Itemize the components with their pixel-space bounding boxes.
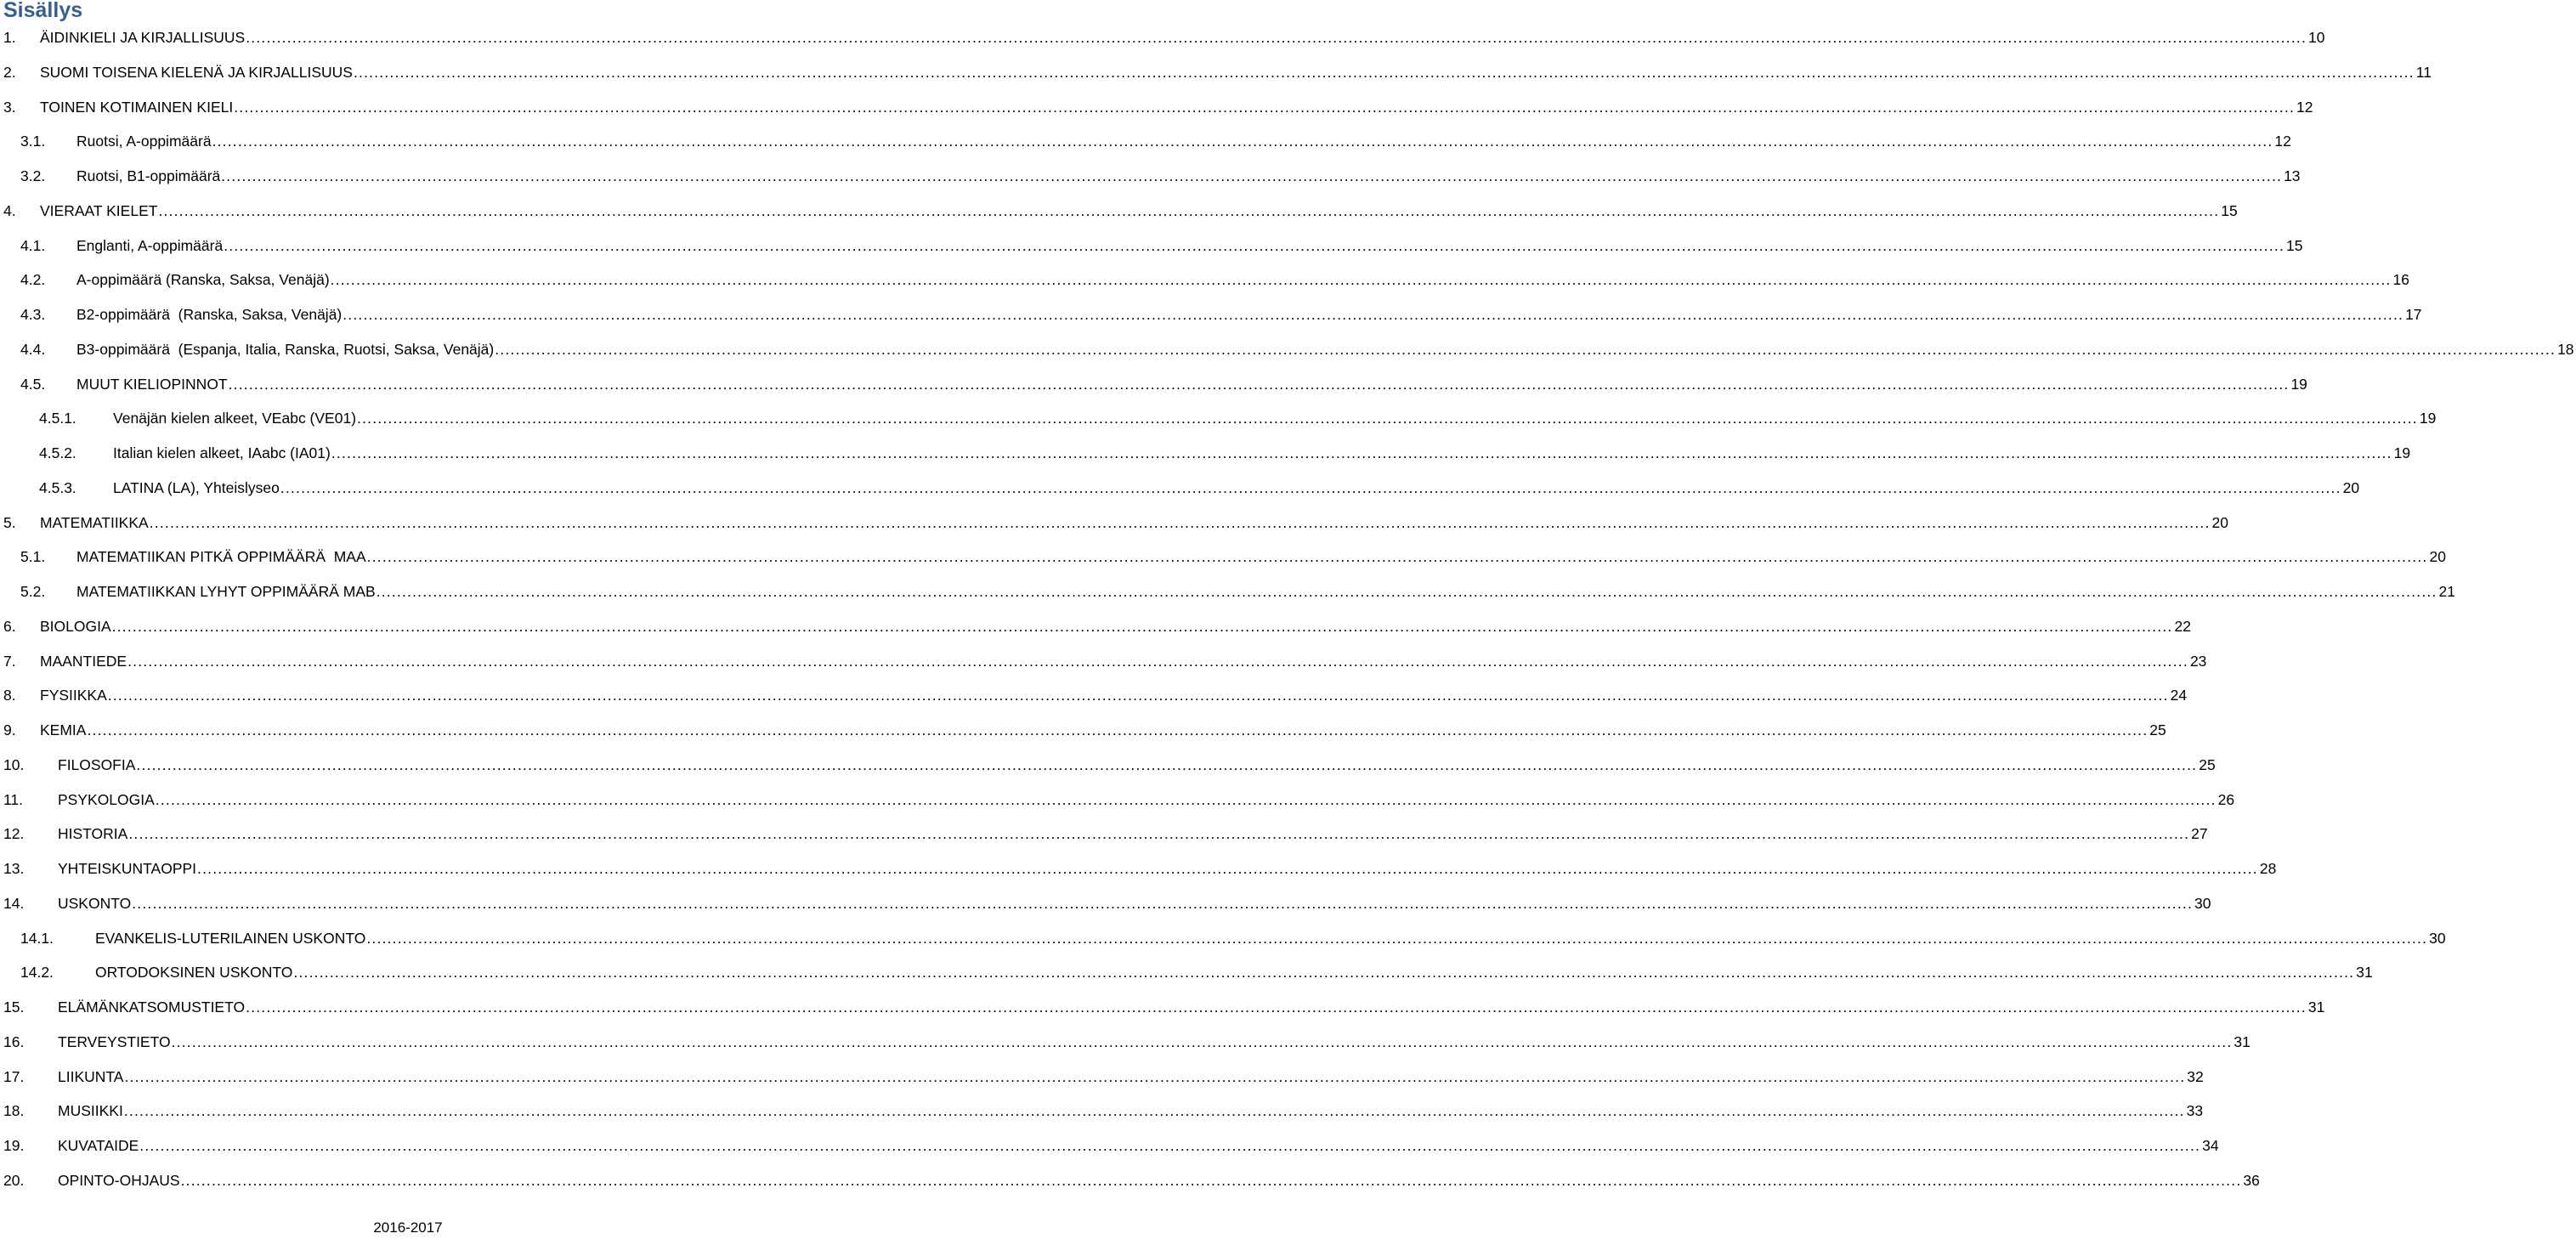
toc-entry-number: 17. (3, 1067, 25, 1085)
toc-dot-leader: ................................................................................................................................................................................................................................................................................................................................................................................................................ (180, 1171, 2242, 1189)
toc-entry-number: 20. (3, 1171, 25, 1189)
toc-dot-leader: ................................................................................................................................................................................................................................................................................................................................................................................................................ (124, 1067, 2186, 1085)
toc-entry[interactable] (0, 678, 2188, 713)
toc-entry[interactable] (0, 367, 2307, 402)
toc-entry-title: TOINEN KOTIMAINEN KIELI (40, 98, 234, 116)
toc-dot-leader: ................................................................................................................................................................................................................................................................................................................................................................................................................ (221, 167, 2283, 184)
toc-entry-number: 3.2. (20, 167, 46, 184)
toc-entry-number: 4.5.2. (39, 444, 76, 461)
toc-dot-leader: ................................................................................................................................................................................................................................................................................................................................................................................................................ (293, 964, 2355, 982)
toc-dot-leader: ................................................................................................................................................................................................................................................................................................................................................................................................................ (111, 617, 2173, 635)
toc-entry-title: YHTEISKUNTAOPPI (58, 860, 197, 877)
toc-dot-leader: ................................................................................................................................................................................................................................................................................................................................................................................................................ (224, 236, 2285, 254)
toc-entry-page: 25 (2199, 755, 2216, 773)
toc-entry-title: EVANKELIS-LUTERILAINEN USKONTO (95, 929, 366, 947)
toc-entry-title: MATEMATIIKKA (40, 513, 149, 531)
toc-entry-page: 18 (2557, 340, 2574, 358)
toc-entry-number: 10. (3, 755, 25, 773)
toc-entry-page: 13 (2284, 167, 2301, 184)
toc-dot-leader: ................................................................................................................................................................................................................................................................................................................................................................................................................ (343, 306, 2404, 323)
toc-entry[interactable] (0, 817, 2208, 851)
toc-entry-number: 4.5. (20, 375, 46, 393)
toc-entry-number: 12. (3, 825, 25, 843)
toc-entry-title: LATINA (LA), Yhteislyseo (113, 478, 280, 496)
toc-entry-number: 4.3. (20, 306, 46, 323)
toc-entry-title: LIIKUNTA (58, 1067, 124, 1085)
toc-entry-page: 12 (2274, 133, 2291, 150)
toc-entry-title: MATEMATIIKKAN LYHYT OPPIMÄÄRÄ MAB (76, 583, 376, 600)
toc-entry-page: 33 (2186, 1102, 2204, 1120)
toc-entry-title: USKONTO (58, 894, 132, 912)
toc-entry[interactable] (0, 229, 2303, 263)
toc-entry[interactable] (0, 1025, 2250, 1060)
toc-entry-number: 4.4. (20, 340, 46, 358)
toc-entry-title: OPINTO-OHJAUS (58, 1171, 180, 1189)
toc-entry[interactable] (0, 401, 2437, 436)
toc-entry[interactable] (0, 713, 2166, 748)
toc-entry-number: 6. (3, 617, 16, 635)
toc-entry-page: 28 (2259, 860, 2277, 877)
toc-entry-number: 18. (3, 1102, 25, 1120)
toc-entry-title: TERVEYSTIETO (58, 1032, 171, 1050)
toc-entry[interactable] (0, 1129, 2219, 1163)
toc-dot-leader: ................................................................................................................................................................................................................................................................................................................................................................................................................ (128, 825, 2190, 843)
toc-entry[interactable] (0, 990, 2325, 1025)
page-footer: 2016-2017 (373, 1219, 443, 1236)
toc-entry-title: FILOSOFIA (58, 755, 136, 773)
toc-entry-number: 5.2. (20, 583, 46, 600)
toc-dot-leader: ................................................................................................................................................................................................................................................................................................................................................................................................................ (246, 999, 2307, 1016)
toc-entry-page: 17 (2405, 306, 2422, 323)
toc-entry-page: 31 (2307, 999, 2325, 1016)
toc-dot-leader: ................................................................................................................................................................................................................................................................................................................................................................................................................ (366, 929, 2428, 947)
toc-entry-title: MATEMATIIKAN PITKÄ OPPIMÄÄRÄ MAA (76, 548, 366, 566)
toc-entry-number: 14.1. (20, 929, 54, 947)
toc-entry-title: ORTODOKSINEN USKONTO (95, 964, 293, 982)
toc-entry-page: 30 (2429, 929, 2446, 947)
toc-entry-page: 10 (2308, 29, 2325, 46)
toc-dot-leader: ................................................................................................................................................................................................................................................................................................................................................................................................................ (155, 790, 2216, 808)
toc-entry[interactable] (0, 471, 2360, 506)
toc-entry[interactable] (0, 159, 2301, 194)
toc-dot-leader: ................................................................................................................................................................................................................................................................................................................................................................................................................ (246, 29, 2307, 46)
toc-entry-title: KUVATAIDE (58, 1137, 139, 1154)
toc-entry-title: FYSIIKKA (40, 687, 107, 704)
toc-dot-leader: ................................................................................................................................................................................................................................................................................................................................................................................................................ (149, 513, 2211, 531)
toc-entry-page: 34 (2202, 1137, 2219, 1154)
toc-dot-leader: ................................................................................................................................................................................................................................................................................................................................................................................................................ (132, 894, 2194, 912)
toc-entry[interactable] (0, 506, 2228, 540)
toc-entry-number: 7. (3, 652, 16, 670)
toc-entry-title: Englanti, A-oppimäärä (76, 236, 224, 254)
toc-dot-leader: ................................................................................................................................................................................................................................................................................................................................................................................................................ (127, 652, 2188, 670)
toc-entry[interactable] (0, 644, 2207, 679)
toc-entry-number: 5.1. (20, 548, 46, 566)
toc-dot-leader: ................................................................................................................................................................................................................................................................................................................................................................................................................ (158, 201, 2220, 219)
toc-entry-number: 11. (3, 790, 24, 808)
toc-entry[interactable] (0, 851, 2277, 886)
toc-entry-page: 31 (2233, 1032, 2250, 1050)
toc-dot-leader: ................................................................................................................................................................................................................................................................................................................................................................................................................ (376, 583, 2437, 600)
toc-entry-number: 5. (3, 513, 16, 531)
toc-entry-title: Ruotsi, A-oppimäärä (76, 133, 212, 150)
toc-entry-page: 30 (2194, 894, 2211, 912)
toc-entry-page: 26 (2217, 790, 2235, 808)
toc-dot-leader: ................................................................................................................................................................................................................................................................................................................................................................................................................ (123, 1102, 2185, 1120)
toc-entry-number: 14. (3, 894, 25, 912)
toc-entry-title: KEMIA (40, 721, 87, 738)
toc-dot-leader: ................................................................................................................................................................................................................................................................................................................................................................................................................ (353, 63, 2415, 81)
toc-entry-page: 27 (2191, 825, 2208, 843)
toc-entry[interactable] (0, 574, 2455, 609)
toc-entry-page: 19 (2393, 444, 2411, 461)
toc-entry-page: 20 (2342, 478, 2360, 496)
toc-entry-page: 11 (2415, 63, 2432, 81)
toc-entry-page: 24 (2170, 687, 2188, 704)
toc-entry-title: VIERAAT KIELET (40, 201, 158, 219)
toc-entry-number: 4. (3, 201, 16, 219)
toc-entry-title: B2-oppimäärä (Ranska, Saksa, Venäjä) (76, 306, 343, 323)
toc-entry-number: 3. (3, 98, 16, 116)
toc-entry-page: 36 (2243, 1171, 2260, 1189)
toc-entry-page: 20 (2211, 513, 2228, 531)
toc-entry-number: 16. (3, 1032, 25, 1050)
toc-entry[interactable] (0, 1060, 2204, 1095)
toc-entry-title: A-oppimäärä (Ranska, Saksa, Venäjä) (76, 271, 330, 289)
toc-entry-title: MUUT KIELIOPINNOT (76, 375, 228, 393)
toc-dot-leader: ................................................................................................................................................................................................................................................................................................................................................................................................................ (139, 1137, 2201, 1154)
toc-dot-leader: ................................................................................................................................................................................................................................................................................................................................................................................................................ (366, 548, 2428, 566)
toc-entry-number: 3.1. (20, 133, 46, 150)
toc-entry-title: Venäjän kielen alkeet, VEabc (VE01) (113, 410, 357, 427)
toc-dot-leader: ................................................................................................................................................................................................................................................................................................................................................................................................................ (330, 271, 2392, 289)
toc-entry-title: PSYKOLOGIA (58, 790, 155, 808)
toc-entry[interactable] (0, 194, 2238, 229)
toc-dot-leader: ................................................................................................................................................................................................................................................................................................................................................................................................................ (280, 478, 2341, 496)
toc-entry-title: MAANTIEDE (40, 652, 127, 670)
toc-entry[interactable] (0, 609, 2191, 644)
toc-dot-leader: ................................................................................................................................................................................................................................................................................................................................................................................................................ (234, 98, 2296, 116)
toc-entry-page: 23 (2189, 652, 2207, 670)
toc-entry[interactable] (0, 20, 2325, 55)
toc-entry-number: 2. (3, 63, 16, 81)
toc-entry[interactable] (0, 55, 2432, 90)
toc-entry[interactable] (0, 921, 2446, 956)
toc-entry-title: ELÄMÄNKATSOMUSTIETO (58, 999, 246, 1016)
toc-entry-page: 12 (2296, 98, 2313, 116)
toc-dot-leader: ................................................................................................................................................................................................................................................................................................................................................................................................................ (136, 755, 2198, 773)
toc-entry[interactable] (0, 436, 2411, 471)
toc-entry[interactable] (0, 124, 2291, 159)
toc-entry[interactable] (0, 1163, 2260, 1198)
toc-dot-leader: ................................................................................................................................................................................................................................................................................................................................................................................................................ (212, 133, 2273, 150)
toc-entry-page: 20 (2429, 548, 2446, 566)
toc-entry-number: 4.5.1. (39, 410, 76, 427)
toc-dot-leader: ................................................................................................................................................................................................................................................................................................................................................................................................................ (495, 340, 2556, 358)
toc-dot-leader: ................................................................................................................................................................................................................................................................................................................................................................................................................ (87, 721, 2149, 738)
toc-entry-number: 1. (3, 29, 16, 46)
toc-entry-page: 22 (2174, 617, 2191, 635)
toc-entry-number: 4.1. (20, 236, 46, 254)
page-title: Sisällys (3, 0, 83, 22)
toc-entry-title: Italian kielen alkeet, IAabc (IA01) (113, 444, 331, 461)
toc-entry-title: Ruotsi, B1-oppimäärä (76, 167, 221, 184)
toc-entry-title: ÄIDINKIELI JA KIRJALLISUUS (40, 29, 246, 46)
toc-entry[interactable] (0, 783, 2235, 818)
toc-dot-leader: ................................................................................................................................................................................................................................................................................................................................................................................................................ (331, 444, 2392, 461)
toc-entry-page: 19 (2419, 410, 2437, 427)
toc-dot-leader: ................................................................................................................................................................................................................................................................................................................................................................................................................ (171, 1032, 2233, 1050)
toc-entry[interactable] (0, 263, 2409, 297)
toc-entry[interactable] (0, 332, 2574, 367)
toc-entry-number: 19. (3, 1137, 25, 1154)
toc-entry-page: 19 (2290, 375, 2307, 393)
toc-entry-title: HISTORIA (58, 825, 128, 843)
toc-entry[interactable] (0, 1094, 2204, 1129)
toc-entry-page: 15 (2221, 201, 2238, 219)
toc-entry-number: 9. (3, 721, 16, 738)
toc-entry[interactable] (0, 886, 2211, 921)
toc-entry[interactable] (0, 540, 2446, 574)
toc-entry-number: 15. (3, 999, 25, 1016)
toc-entry-number: 4.5.3. (39, 478, 76, 496)
toc-entry[interactable] (0, 297, 2422, 332)
toc-entry-title: B3-oppimäärä (Espanja, Italia, Ranska, Ruotsi, Saksa, Venäjä) (76, 340, 495, 358)
toc-entry[interactable] (0, 955, 2373, 990)
toc-entry[interactable] (0, 90, 2313, 125)
toc-entry[interactable] (0, 748, 2216, 783)
toc-dot-leader: ................................................................................................................................................................................................................................................................................................................................................................................................................ (228, 375, 2290, 393)
toc-entry-title: BIOLOGIA (40, 617, 111, 635)
toc-dot-leader: ................................................................................................................................................................................................................................................................................................................................................................................................................ (107, 687, 2169, 704)
toc-entry-page: 15 (2286, 236, 2303, 254)
toc-entry-title: SUOMI TOISENA KIELENÄ JA KIRJALLISUUS (40, 63, 353, 81)
toc-entry-page: 32 (2187, 1067, 2204, 1085)
toc-dot-leader: ................................................................................................................................................................................................................................................................................................................................................................................................................ (357, 410, 2418, 427)
toc-entry-title: MUSIIKKI (58, 1102, 123, 1120)
toc-entry-page: 25 (2149, 721, 2166, 738)
toc-entry-page: 31 (2356, 964, 2373, 982)
toc-dot-leader: ................................................................................................................................................................................................................................................................................................................................................................................................................ (197, 860, 2258, 877)
toc-entry-number: 4.2. (20, 271, 46, 289)
toc-entry-number: 13. (3, 860, 25, 877)
toc-entry-number: 14.2. (20, 964, 54, 982)
toc-entry-page: 16 (2392, 271, 2409, 289)
toc-entry-number: 8. (3, 687, 16, 704)
toc-entry-page: 21 (2438, 583, 2455, 600)
